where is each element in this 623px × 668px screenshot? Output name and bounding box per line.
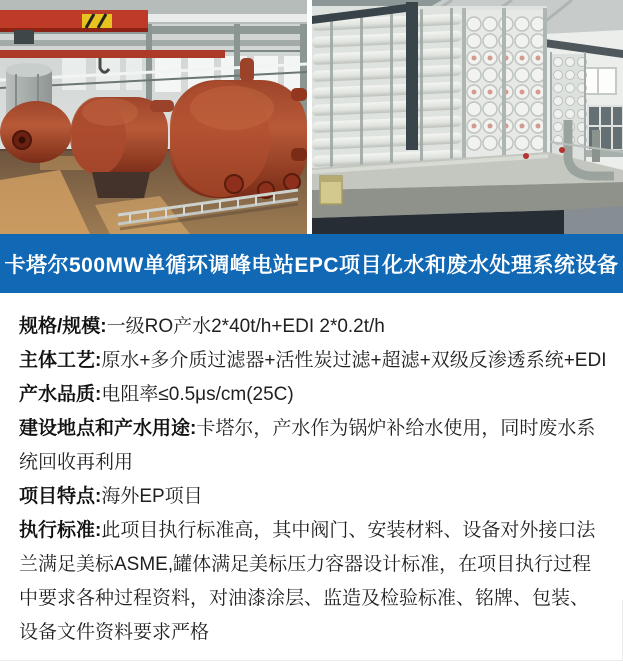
water-treatment-photo [312,0,623,234]
spec-row-location [19,412,607,480]
spec-value: 卡塔尔，产水作为锅炉补给水使用，同时废水系统回收再利用 [19,418,596,473]
spec-label: 主体工艺: [19,350,102,371]
factory-vessels-illustration [0,0,307,234]
photo-strip [0,0,623,234]
spec-value: 此项目执行标准高，其中阀门、安装材料、设备对外接口法兰满足美标ASME,罐体满足美标压力容器设计标准，在项目执行过程中要求各种过程资料，对油漆涂层、监造及检验标准、铭牌、包装、设备文件资料要求严格 [19,520,596,643]
red-vessel-1 [0,101,72,163]
spec-label: 建设地点和产水用途: [19,418,197,439]
spec-label: 规格/规模: [19,316,107,337]
spec-value: 原水+多介质过滤器+活性炭过滤+超滤+双级反渗透系统+EDI [101,350,607,371]
spec-label: 产水品质: [19,384,102,405]
spec-label: 项目特点: [19,486,102,507]
page-title: 卡塔尔500MW单循环调峰电站EPC项目化水和废水处理系统设备 [4,253,619,277]
spec-row-feature [19,480,607,514]
control-box [320,176,342,204]
title-banner [0,234,623,293]
spec-value: 海外EP项目 [101,486,203,507]
factory-vessels-photo [0,0,307,234]
section-divider [0,660,623,661]
spec-row-quality [19,378,607,412]
spec-list [0,293,623,650]
spec-row-standard [19,514,607,650]
spec-row-scale [19,310,607,344]
water-treatment-illustration [312,0,623,234]
spec-row-process [19,344,607,378]
membrane-rack-front [462,8,547,174]
spec-value: 电阻率≤0.5μs/cm(25C) [101,384,294,405]
spec-label: 执行标准: [19,520,102,541]
spec-value: 一级RO产水2*40t/h+EDI 2*0.2t/h [106,316,385,337]
